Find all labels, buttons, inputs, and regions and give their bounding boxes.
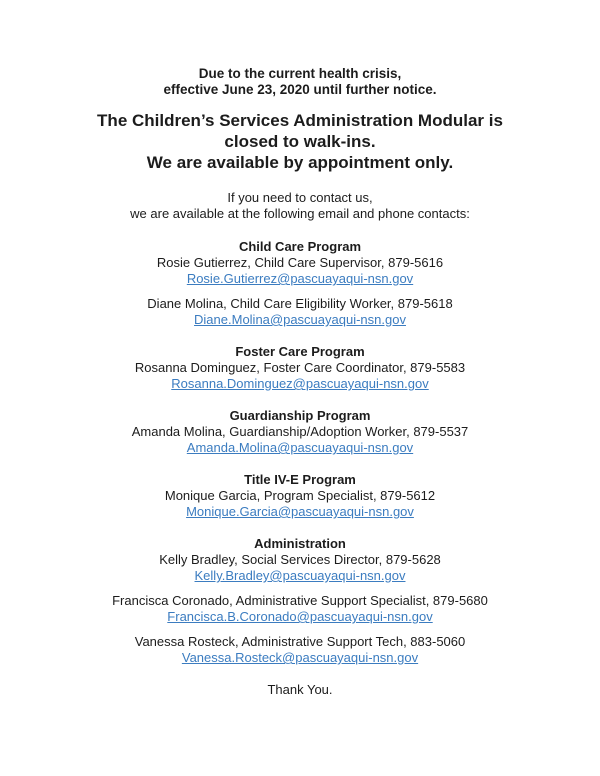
email-link[interactable]: Amanda.Molina@pascuayaqui-nsn.gov bbox=[186, 440, 414, 455]
program-child-care bbox=[0, 239, 600, 328]
contact-entry bbox=[0, 634, 600, 666]
notice-line-1: Due to the current health crisis, bbox=[198, 66, 402, 81]
notice-block bbox=[0, 66, 600, 98]
contact-entry bbox=[0, 296, 600, 328]
contact-info: Vanessa Rosteck, Administrative Support Tech, 883-5060 bbox=[134, 634, 466, 649]
contact-info: Amanda Molina, Guardianship/Adoption Worker, 879-5537 bbox=[131, 424, 469, 439]
contact-info: Monique Garcia, Program Specialist, 879-5612 bbox=[164, 488, 436, 503]
headline-line-2: closed to walk-ins. bbox=[224, 132, 376, 151]
contact-intro bbox=[0, 190, 600, 221]
program-administration bbox=[0, 536, 600, 666]
email-link[interactable]: Vanessa.Rosteck@pascuayaqui-nsn.gov bbox=[181, 650, 419, 665]
email-link[interactable]: Rosie.Gutierrez@pascuayaqui-nsn.gov bbox=[186, 271, 414, 286]
email-link[interactable]: Kelly.Bradley@pascuayaqui-nsn.gov bbox=[194, 568, 406, 583]
contact-info: Rosie Gutierrez, Child Care Supervisor, 879-5616 bbox=[156, 255, 444, 270]
program-title: Child Care Program bbox=[238, 239, 362, 254]
program-foster-care bbox=[0, 344, 600, 392]
email-link[interactable]: Diane.Molina@pascuayaqui-nsn.gov bbox=[194, 312, 406, 327]
program-title: Foster Care Program bbox=[235, 344, 365, 359]
contact-entry bbox=[0, 593, 600, 625]
contact-entry bbox=[0, 552, 600, 584]
email-link[interactable]: Rosanna.Dominguez@pascuayaqui-nsn.gov bbox=[171, 376, 429, 391]
contact-info: Diane Molina, Child Care Eligibility Worker, 879-5618 bbox=[147, 296, 453, 311]
notice-line-2: effective June 23, 2020 until further notice. bbox=[163, 82, 437, 97]
intro-line-2: we are available at the following email and phone contacts: bbox=[130, 205, 470, 221]
program-title-iv-e bbox=[0, 472, 600, 520]
program-title: Title IV-E Program bbox=[244, 472, 356, 487]
contact-entry bbox=[0, 360, 600, 392]
contact-entry bbox=[0, 255, 600, 287]
contact-info: Kelly Bradley, Social Services Director, 879-5628 bbox=[159, 552, 441, 567]
contact-entry bbox=[0, 424, 600, 456]
email-link[interactable]: Francisca.B.Coronado@pascuayaqui-nsn.gov bbox=[167, 609, 433, 624]
program-guardianship bbox=[0, 408, 600, 456]
email-link[interactable]: Monique.Garcia@pascuayaqui-nsn.gov bbox=[186, 504, 414, 519]
contact-info: Francisca Coronado, Administrative Support Specialist, 879-5680 bbox=[112, 593, 488, 608]
closing-text: Thank You. bbox=[267, 682, 333, 697]
contact-entry bbox=[0, 488, 600, 520]
headline-line-1: The Children’s Services Administration Modular is bbox=[97, 111, 503, 130]
headline-line-3: We are available by appointment only. bbox=[146, 153, 454, 172]
headline-block bbox=[0, 110, 600, 173]
intro-line-1: If you need to contact us, bbox=[227, 190, 373, 205]
contact-info: Rosanna Dominguez, Foster Care Coordinator, 879-5583 bbox=[134, 360, 466, 375]
program-title: Administration bbox=[254, 536, 346, 551]
program-title: Guardianship Program bbox=[229, 408, 371, 423]
